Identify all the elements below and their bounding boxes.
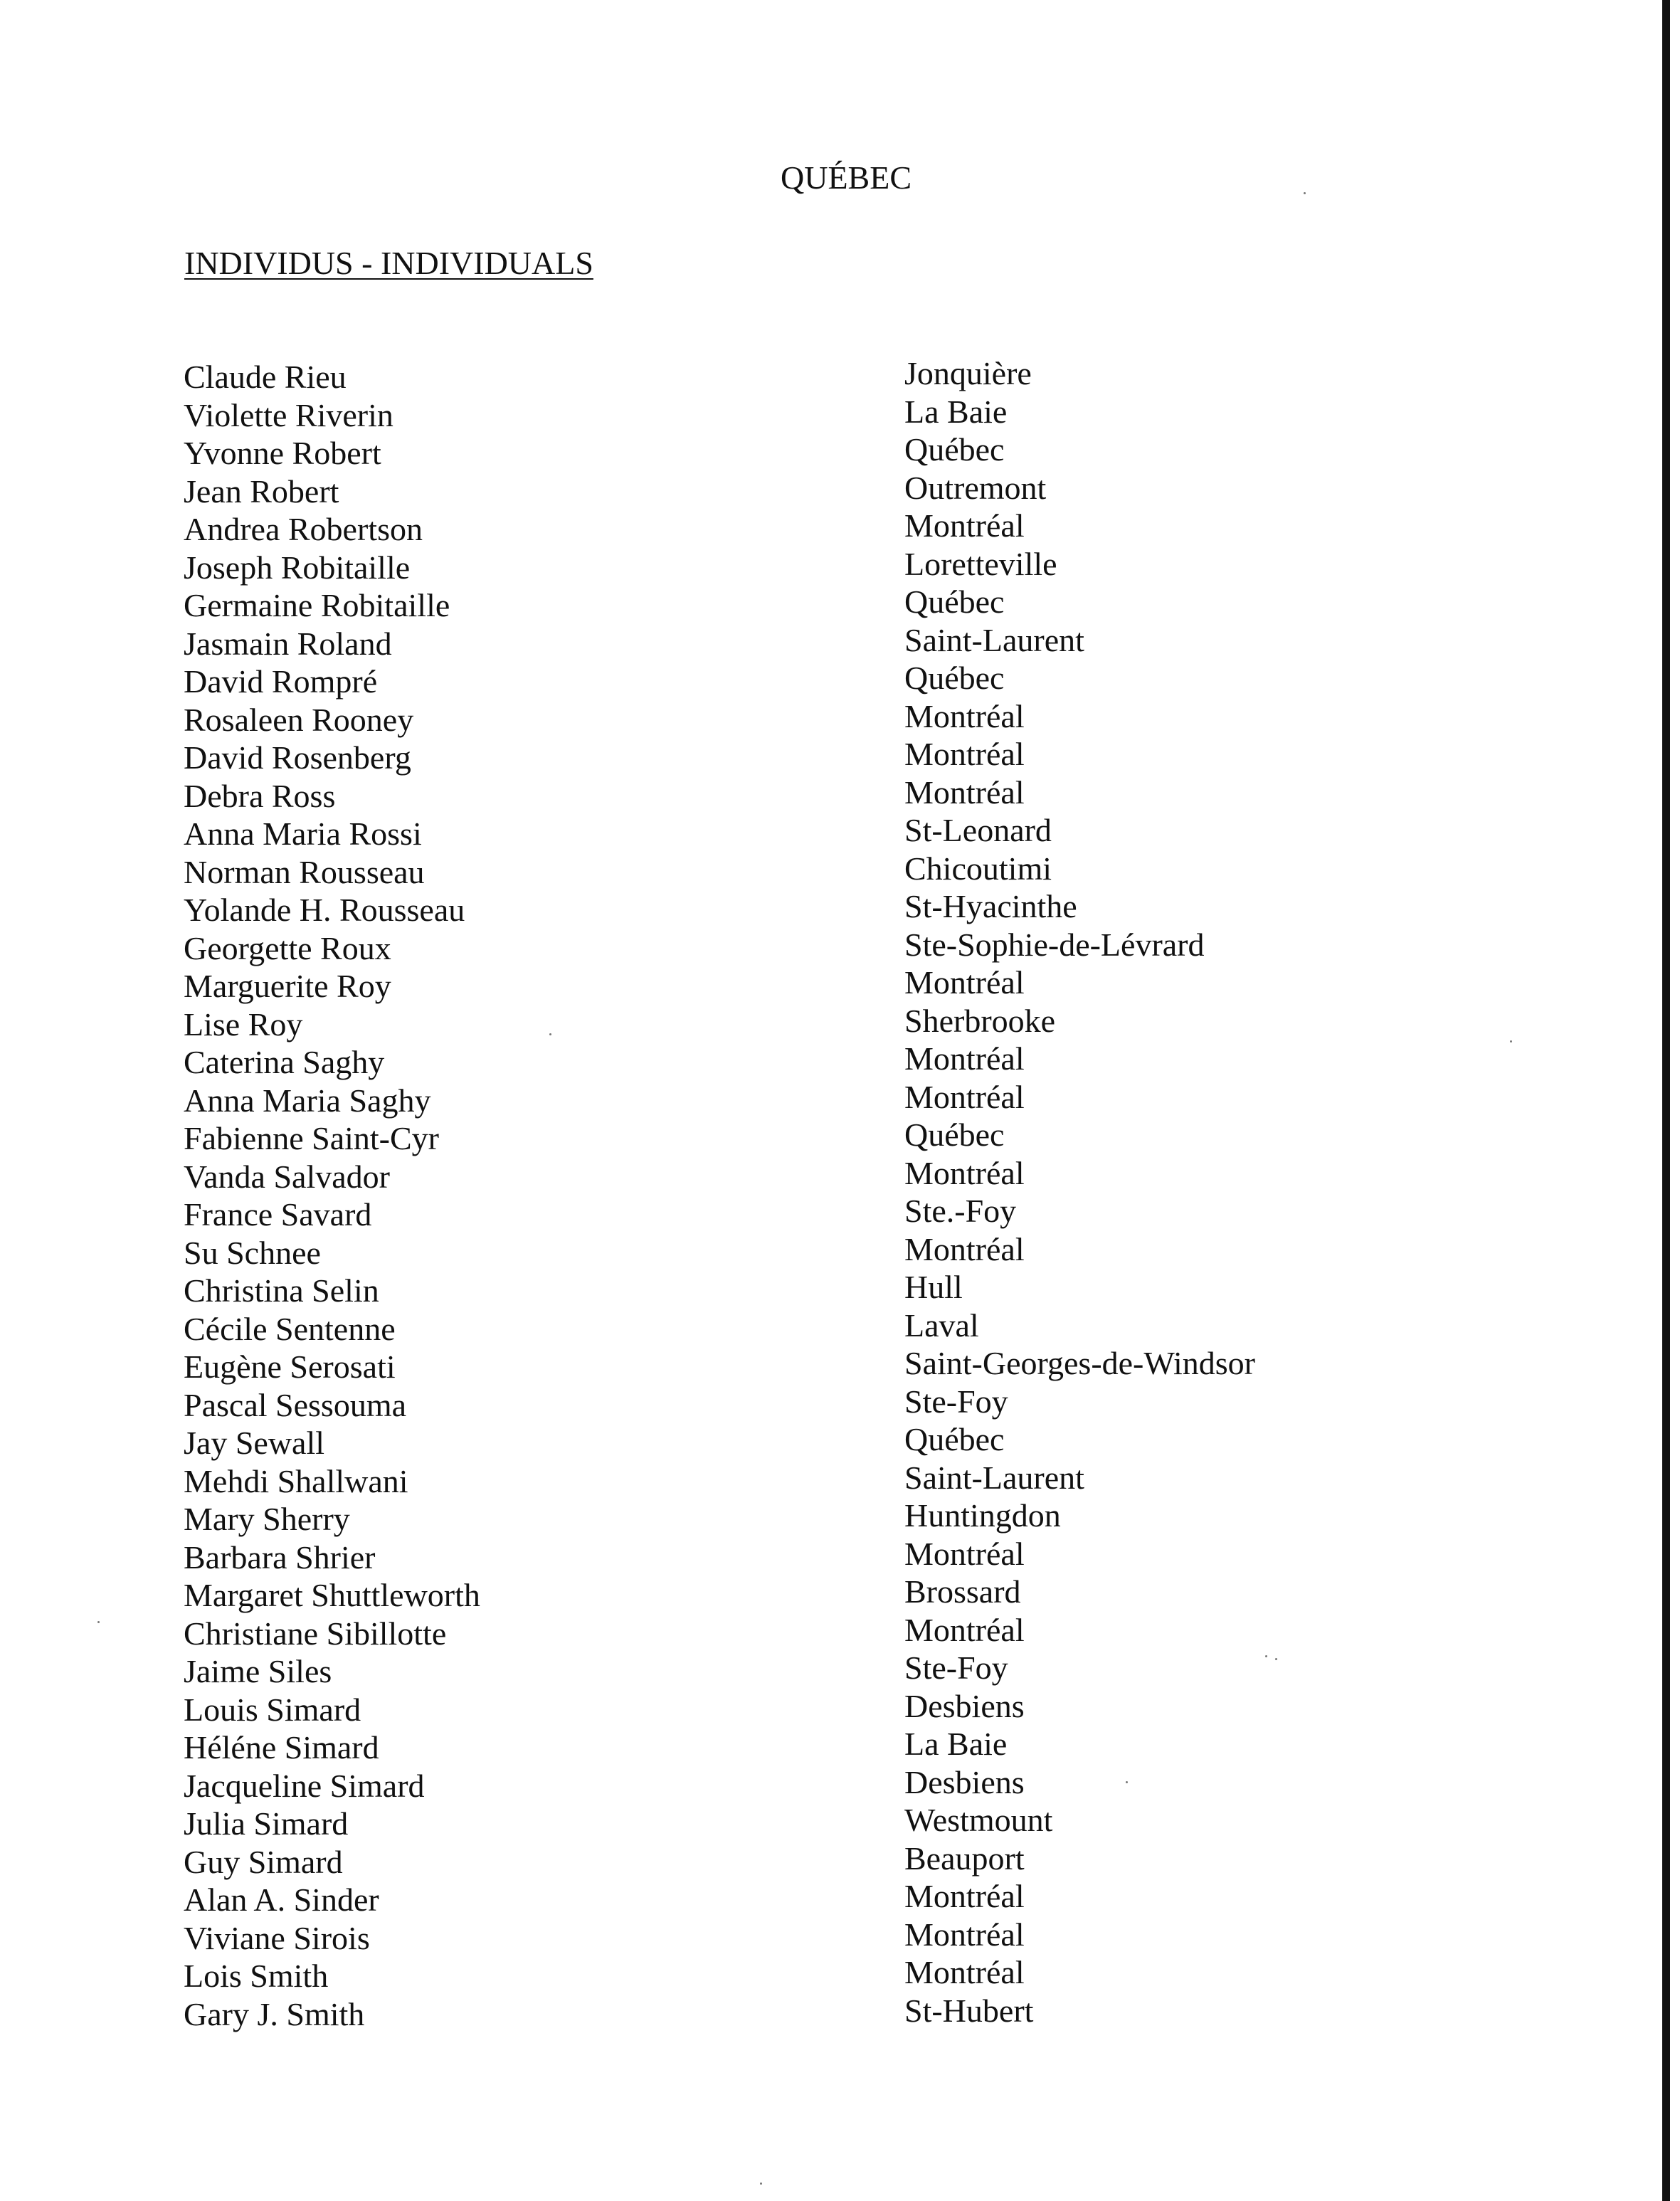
entry-name: Christiane Sibillotte xyxy=(184,1615,447,1652)
entry-name: Pascal Sessouma xyxy=(184,1386,407,1423)
entry-city: Montréal xyxy=(904,1611,1025,1648)
entry-name: Norman Rousseau xyxy=(184,853,425,890)
entry-city: Montréal xyxy=(904,774,1025,811)
entry-city: Desbiens xyxy=(904,1763,1025,1800)
scan-speck xyxy=(1126,1781,1128,1783)
cities-column xyxy=(904,354,1255,2030)
entry-name: Cécile Sentenne xyxy=(184,1310,396,1347)
entry-city: Montréal xyxy=(904,1040,1025,1077)
entry-city: Montréal xyxy=(904,1230,1025,1267)
entry-name: Georgette Roux xyxy=(184,929,391,966)
entry-city: Jonquière xyxy=(904,355,1032,391)
entry-city: Laval xyxy=(904,1307,979,1344)
scan-speck xyxy=(1510,1040,1512,1043)
entry-name: Caterina Saghy xyxy=(184,1044,385,1080)
scan-speck xyxy=(97,1621,100,1623)
entry-city: Montréal xyxy=(904,1878,1025,1914)
entry-city: Saint-Laurent xyxy=(904,621,1084,658)
entry-city: Montréal xyxy=(904,964,1025,1001)
entry-name: Viviane Sirois xyxy=(184,1919,370,1956)
scan-speck xyxy=(1304,192,1306,194)
entry-name: Alan A. Sinder xyxy=(184,1881,379,1918)
entry-name: Margaret Shuttleworth xyxy=(184,1577,480,1613)
entry-name: Andrea Robertson xyxy=(184,511,423,547)
page-title: QUÉBEC xyxy=(781,159,912,196)
entry-name: Anna Maria Rossi xyxy=(184,816,422,852)
entry-name: David Rosenberg xyxy=(184,739,411,776)
entry-name: Louis Simard xyxy=(184,1691,361,1728)
entry-city: Saint-Laurent xyxy=(904,1459,1084,1496)
entry-name: Joseph Robitaille xyxy=(184,549,411,586)
entry-city: Westmount xyxy=(904,1802,1053,1838)
section-heading: INDIVIDUS - INDIVIDUALS xyxy=(184,245,593,281)
entry-city: Loretteville xyxy=(904,545,1057,582)
entry-name: Jacqueline Simard xyxy=(184,1767,425,1804)
names-column xyxy=(184,358,480,2033)
entry-city: Québec xyxy=(904,431,1005,468)
entry-city: La Baie xyxy=(904,1726,1008,1762)
entry-name: Rosaleen Rooney xyxy=(184,701,414,738)
entry-city: Saint-Georges-de-Windsor xyxy=(904,1345,1255,1381)
entry-city: Québec xyxy=(904,1117,1005,1153)
scan-speck xyxy=(1275,1658,1277,1660)
entry-city: Québec xyxy=(904,584,1005,620)
entry-name: Jasmain Roland xyxy=(184,625,392,662)
entry-city: Hull xyxy=(904,1269,963,1305)
entry-name: Christina Selin xyxy=(184,1272,379,1309)
entry-name: Jean Robert xyxy=(184,473,339,510)
entry-name: Violette Riverin xyxy=(184,396,393,433)
entry-name: Barbara Shrier xyxy=(184,1538,376,1575)
entry-name: Guy Simard xyxy=(184,1843,343,1880)
entry-name: David Rompré xyxy=(184,663,378,700)
entry-city: Ste-Foy xyxy=(904,1383,1008,1420)
entry-name: Lise Roy xyxy=(184,1006,303,1043)
entry-city: Montréal xyxy=(904,1154,1025,1191)
entry-city: Brossard xyxy=(904,1573,1021,1610)
entry-city: Desbiens xyxy=(904,1687,1025,1724)
entry-city: La Baie xyxy=(904,393,1008,430)
entry-name: France Savard xyxy=(184,1196,372,1233)
entry-name: Julia Simard xyxy=(184,1805,349,1842)
scan-speck xyxy=(760,2182,762,2185)
entry-city: Montréal xyxy=(904,1078,1025,1115)
entry-name: Eugène Serosati xyxy=(184,1348,396,1385)
entry-city: Ste-Foy xyxy=(904,1650,1008,1686)
entry-city: Ste.-Foy xyxy=(904,1193,1017,1229)
entry-name: Yolande H. Rousseau xyxy=(184,892,465,928)
entry-name: Mehdi Shallwani xyxy=(184,1462,408,1499)
entry-name: Mary Sherry xyxy=(184,1501,350,1537)
entry-city: Ste-Sophie-de-Lévrard xyxy=(904,926,1205,963)
entry-city: Sherbrooke xyxy=(904,1002,1056,1039)
entry-name: Héléne Simard xyxy=(184,1729,379,1765)
entry-city: Montréal xyxy=(904,1916,1025,1953)
entry-city: Québec xyxy=(904,1421,1005,1457)
page-edge-rule xyxy=(1662,0,1670,2201)
entry-city: Montréal xyxy=(904,1954,1025,1990)
entry-name: Marguerite Roy xyxy=(184,968,391,1004)
entry-name: Germaine Robitaille xyxy=(184,587,450,623)
entry-name: Anna Maria Saghy xyxy=(184,1082,431,1119)
entry-city: Chicoutimi xyxy=(904,850,1052,887)
entry-name: Su Schnee xyxy=(184,1234,321,1271)
scan-speck xyxy=(549,1033,551,1035)
entry-city: Montréal xyxy=(904,736,1025,772)
entry-name: Claude Rieu xyxy=(184,359,347,395)
entry-name: Jaime Siles xyxy=(184,1653,332,1689)
entry-name: Yvonne Robert xyxy=(184,435,381,471)
entry-city: Montréal xyxy=(904,1535,1025,1572)
entry-city: Montréal xyxy=(904,697,1025,734)
entry-city: Huntingdon xyxy=(904,1497,1061,1534)
entry-city: Montréal xyxy=(904,507,1025,544)
entry-name: Debra Ross xyxy=(184,777,336,814)
entry-name: Lois Smith xyxy=(184,1958,329,1994)
entry-name: Vanda Salvador xyxy=(184,1158,390,1195)
entry-city: St-Hubert xyxy=(904,1992,1034,2029)
entry-name: Fabienne Saint-Cyr xyxy=(184,1120,439,1156)
entry-city: St-Hyacinthe xyxy=(904,888,1077,924)
entry-city: Outremont xyxy=(904,469,1047,506)
entry-name: Jay Sewall xyxy=(184,1425,325,1461)
entry-name: Gary J. Smith xyxy=(184,1995,365,2032)
entry-city: Québec xyxy=(904,660,1005,696)
entry-city: St-Leonard xyxy=(904,812,1052,848)
entry-city: Beauport xyxy=(904,1840,1025,1877)
scan-speck xyxy=(1265,1655,1267,1657)
